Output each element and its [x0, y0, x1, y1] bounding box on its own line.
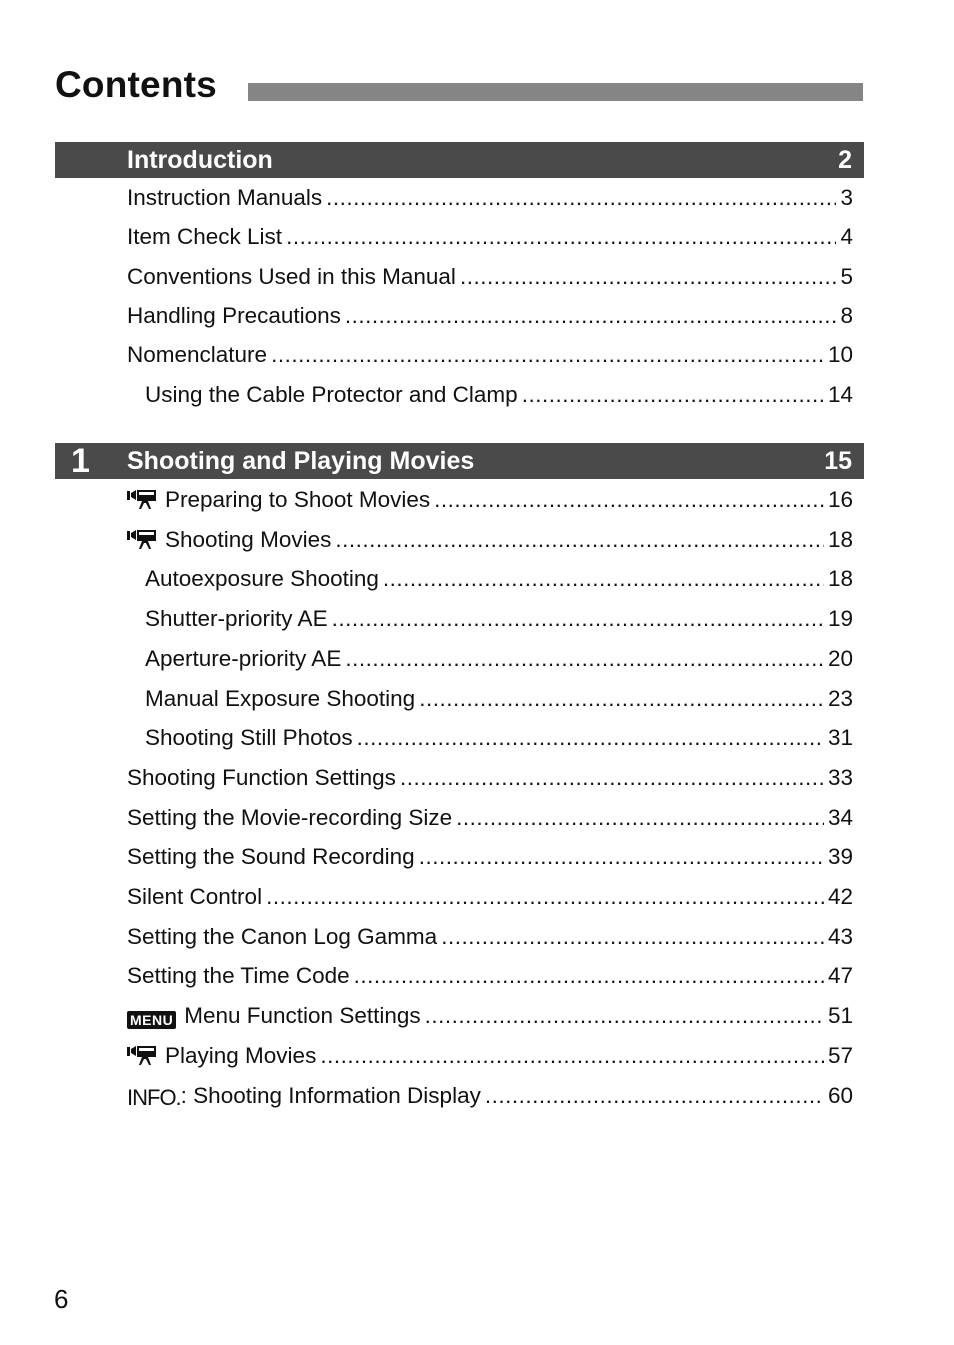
toc-entry-title: Setting the Time Code — [127, 963, 350, 989]
toc-entry-title: Instruction Manuals — [127, 185, 323, 210]
dot-leader — [286, 224, 836, 250]
toc-entry-page: 43 — [827, 923, 853, 949]
toc-entry-page: 51 — [827, 1003, 853, 1029]
toc-entry-title: Handling Precautions — [127, 302, 341, 328]
toc-entry[interactable] — [127, 487, 853, 517]
toc-entry-title: Shooting Function Settings — [127, 764, 396, 790]
section-title: Shooting and Playing Movies — [127, 447, 475, 475]
toc-entry[interactable] — [127, 224, 853, 254]
page-number: 6 — [54, 1284, 69, 1314]
toc-entry[interactable] — [127, 924, 853, 954]
toc-entry-title: Setting the Movie-recording Size — [127, 804, 453, 830]
toc-entry-page: 5 — [840, 263, 853, 289]
dot-leader — [456, 805, 824, 831]
toc-entry-title: Autoexposure Shooting — [145, 566, 379, 592]
toc-entry-page: 57 — [827, 1042, 853, 1068]
toc-entry[interactable] — [127, 1083, 853, 1113]
toc-entry-page: 16 — [827, 487, 853, 512]
toc-entry[interactable] — [145, 606, 853, 636]
toc-entry-page: 23 — [827, 685, 853, 711]
toc-entry-title: Nomenclature — [127, 342, 268, 368]
toc-entry-title: Aperture-priority AE — [145, 645, 342, 671]
toc-entry-page: 47 — [827, 963, 853, 989]
chapter-number: 1 — [71, 442, 90, 480]
section-page-number: 2 — [838, 146, 852, 174]
toc-entry[interactable] — [127, 303, 853, 333]
toc-entry-title: Manual Exposure Shooting — [145, 685, 416, 711]
dot-leader — [419, 686, 824, 712]
dot-leader — [335, 527, 824, 553]
toc-entry-title: Using the Cable Protector and Clamp — [145, 381, 518, 407]
toc-entry-title: Preparing to Shoot Movies — [165, 487, 431, 512]
info-icon — [127, 1085, 181, 1111]
dot-leader — [485, 1083, 824, 1109]
toc-entry-page: 14 — [827, 381, 853, 407]
toc-entry[interactable] — [145, 646, 853, 676]
toc-entry-title: Menu Function Settings — [184, 1003, 421, 1029]
dot-leader — [400, 765, 824, 791]
dot-leader — [460, 264, 837, 290]
dot-leader — [332, 606, 824, 632]
toc-entry-page: 19 — [827, 606, 853, 632]
dot-leader — [441, 924, 824, 950]
toc-entry-page: 10 — [827, 342, 853, 368]
toc-entry-page: 60 — [827, 1082, 853, 1108]
toc-entry[interactable] — [145, 686, 853, 716]
dot-leader — [266, 884, 824, 910]
toc-entry-title: Item Check List — [127, 224, 283, 250]
movie-camera-icon — [127, 489, 157, 515]
info-icon-label: INFO. — [127, 1084, 181, 1110]
dot-leader — [357, 725, 824, 751]
dot-leader — [434, 487, 824, 513]
toc-entry[interactable] — [127, 342, 853, 372]
section-page-number: 15 — [824, 447, 852, 475]
toc-entry[interactable] — [127, 264, 853, 294]
toc-entry-page: 3 — [840, 185, 853, 210]
toc-entry[interactable] — [127, 884, 853, 914]
menu-icon-label: MENU — [127, 1011, 176, 1029]
toc-entry[interactable] — [127, 844, 853, 874]
toc-entry[interactable] — [127, 1003, 853, 1033]
page-title: Contents — [55, 64, 217, 105]
toc-entry[interactable] — [145, 382, 853, 412]
toc-entry-title: Playing Movies — [165, 1042, 317, 1068]
toc-entry-page: 42 — [827, 884, 853, 909]
title-rule — [248, 83, 863, 101]
toc-entry[interactable] — [127, 765, 853, 795]
toc-entry[interactable] — [145, 725, 853, 755]
toc-entry-title: Conventions Used in this Manual — [127, 263, 456, 289]
toc-entry-page: 33 — [827, 764, 853, 790]
toc-entry-title: Shutter-priority AE — [145, 606, 328, 632]
toc-entry-page: 20 — [827, 645, 853, 671]
toc-entry[interactable] — [127, 185, 853, 215]
toc-entry-title: Setting the Sound Recording — [127, 844, 415, 870]
movie-camera-icon — [127, 529, 157, 555]
toc-entry-page: 39 — [827, 844, 853, 870]
section-header — [55, 443, 864, 479]
toc-entry[interactable] — [127, 527, 853, 557]
toc-entry-page: 34 — [827, 804, 853, 830]
toc-entry-title: Shooting Movies — [165, 526, 332, 552]
section-header — [55, 142, 864, 178]
dot-leader — [345, 646, 824, 672]
dot-leader — [419, 844, 824, 870]
toc-entry[interactable] — [127, 805, 853, 835]
dot-leader — [271, 342, 824, 368]
dot-leader — [383, 566, 824, 592]
toc-entry-page: 31 — [827, 725, 853, 751]
toc-entry-page: 4 — [840, 224, 853, 250]
menu-icon — [127, 1005, 176, 1031]
dot-leader — [425, 1003, 824, 1029]
toc-entry[interactable] — [145, 566, 853, 596]
movie-camera-icon — [127, 1045, 157, 1071]
toc-entry-title: Setting the Canon Log Gamma — [127, 923, 438, 949]
toc-entry-page: 8 — [840, 302, 853, 328]
toc-entry-page: 18 — [827, 526, 853, 552]
dot-leader — [522, 382, 824, 408]
section-title: Introduction — [127, 146, 273, 174]
dot-leader — [320, 1043, 824, 1069]
toc-entry[interactable] — [127, 963, 853, 993]
dot-leader — [326, 185, 836, 211]
toc-entry-page: 18 — [827, 566, 853, 592]
toc-entry[interactable] — [127, 1043, 853, 1073]
toc-entry-title: Silent Control — [127, 884, 263, 909]
dot-leader — [345, 303, 837, 329]
dot-leader — [354, 963, 824, 989]
toc-entry-title: : Shooting Information Display — [180, 1082, 481, 1108]
toc-entry-title: Shooting Still Photos — [145, 725, 353, 751]
